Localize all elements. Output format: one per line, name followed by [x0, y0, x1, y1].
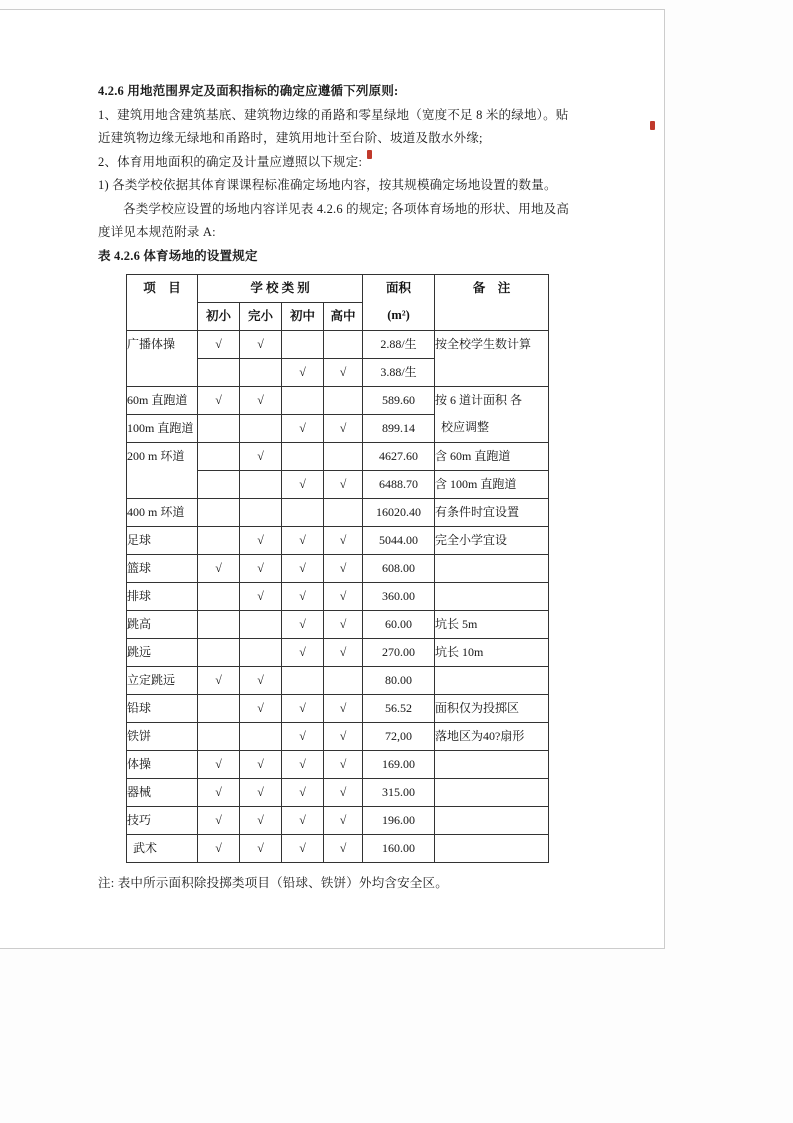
remark-cell: 含 60m 直跑道: [435, 443, 549, 471]
check-cell: √: [324, 639, 363, 667]
remark-cell: [435, 779, 549, 807]
item-cell: 铅球: [127, 695, 198, 723]
check-cell: √: [324, 835, 363, 863]
check-cell: √: [240, 667, 282, 695]
check-cell: √: [282, 471, 324, 499]
table-row: [127, 443, 549, 471]
check-cell: √: [198, 751, 240, 779]
col-header-remark: 备 注: [435, 275, 549, 331]
remark-cell: [435, 583, 549, 611]
check-cell: [324, 331, 363, 359]
remark-cell: 含 100m 直跑道: [435, 471, 549, 499]
check-cell: √: [324, 359, 363, 387]
remark-cell: 有条件时宜设置: [435, 499, 549, 527]
check-cell: √: [324, 527, 363, 555]
check-cell: √: [282, 359, 324, 387]
item-cell: 跳远: [127, 639, 198, 667]
area-cell: 80.00: [363, 667, 435, 695]
check-cell: √: [324, 807, 363, 835]
remark-cell: 坑长 5m: [435, 611, 549, 639]
remark-cell: 坑长 10m: [435, 639, 549, 667]
item-cell: 跳高: [127, 611, 198, 639]
table-row: [127, 751, 549, 779]
area-cell: 589.60: [363, 387, 435, 415]
table-row: [127, 583, 549, 611]
check-cell: √: [282, 723, 324, 751]
header-row-1: [127, 275, 549, 303]
area-cell: 169.00: [363, 751, 435, 779]
area-cell: 270.00: [363, 639, 435, 667]
check-cell: [198, 415, 240, 443]
check-cell: √: [324, 751, 363, 779]
table-intro: 各类学校应设置的场地内容详见表 4.2.6 的规定; 各项体育场地的形状、用地及高度详见本规范附录 A:: [98, 201, 570, 239]
item-cell: 排球: [127, 583, 198, 611]
area-label: 面积: [386, 281, 412, 295]
check-cell: √: [282, 555, 324, 583]
check-cell: [198, 471, 240, 499]
remark-cell: [435, 555, 549, 583]
item-cell: 足球: [127, 527, 198, 555]
table-row: [127, 331, 549, 359]
area-cell: 608.00: [363, 555, 435, 583]
area-cell: 72,00: [363, 723, 435, 751]
remark-cell: [435, 667, 549, 695]
item-cell: 武术: [127, 835, 198, 863]
check-cell: √: [240, 835, 282, 863]
check-cell: [198, 695, 240, 723]
clause-2: 2、体育用地面积的确定及计量应遵照以下规定:: [98, 154, 363, 169]
remark-cell: [435, 835, 549, 863]
table-row: [127, 555, 549, 583]
check-cell: √: [198, 807, 240, 835]
check-cell: √: [240, 779, 282, 807]
remark-cell: 落地区为40?扇形: [435, 723, 549, 751]
check-cell: √: [324, 779, 363, 807]
check-cell: √: [240, 443, 282, 471]
area-cell: 5044.00: [363, 527, 435, 555]
check-cell: √: [282, 835, 324, 863]
check-cell: √: [198, 331, 240, 359]
check-cell: [198, 723, 240, 751]
col-header-item: 项 目: [127, 275, 198, 331]
check-cell: √: [324, 415, 363, 443]
item-cell: 立定跳远: [127, 667, 198, 695]
document-page: [0, 9, 665, 949]
remark-cell: 面积仅为投掷区: [435, 695, 549, 723]
check-cell: [282, 499, 324, 527]
remark-cell: [435, 807, 549, 835]
check-cell: √: [240, 695, 282, 723]
table-row: [127, 723, 549, 751]
col-header-complete-primary: 完小: [240, 303, 282, 331]
remark-cell: 完全小学宜设: [435, 527, 549, 555]
check-cell: √: [240, 807, 282, 835]
item-cell: 200 m 环道: [127, 443, 198, 499]
check-cell: [324, 443, 363, 471]
sports-table: [126, 274, 549, 863]
table-row: [127, 667, 549, 695]
check-cell: [240, 359, 282, 387]
check-cell: √: [324, 723, 363, 751]
table-row: [127, 611, 549, 639]
table-row: [127, 695, 549, 723]
table-row: [127, 807, 549, 835]
check-cell: [240, 499, 282, 527]
check-cell: [282, 331, 324, 359]
remark-cell: 按 6 道计面积 各 校应调整: [435, 387, 549, 443]
remark-cell: [435, 751, 549, 779]
table-row: [127, 387, 549, 415]
section-heading: 4.2.6 用地范围界定及面积指标的确定应遵循下列原则:: [98, 84, 399, 98]
check-cell: √: [240, 751, 282, 779]
check-cell: [198, 639, 240, 667]
check-cell: √: [240, 527, 282, 555]
check-cell: √: [282, 527, 324, 555]
clause-1: 1、建筑用地含建筑基底、建筑物边缘的甬路和零星绿地（宽度不足 8 米的绿地）。贴近建筑物边缘无绿地和甬路时，建筑用地计至台阶、坡道及散水外缘;: [98, 107, 569, 145]
area-cell: 4627.60: [363, 443, 435, 471]
revision-mark: [650, 121, 655, 130]
check-cell: √: [324, 471, 363, 499]
subclause-1: 1) 各类学校依据其体育课课程标准确定场地内容，按其规模确定场地设置的数量。: [98, 178, 557, 192]
check-cell: √: [282, 779, 324, 807]
check-cell: √: [198, 555, 240, 583]
item-cell: 技巧: [127, 807, 198, 835]
check-cell: √: [240, 555, 282, 583]
remark-cell: 按全校学生数计算: [435, 331, 549, 387]
item-cell: 广播体操: [127, 331, 198, 387]
check-cell: [198, 583, 240, 611]
item-cell: 器械: [127, 779, 198, 807]
check-cell: √: [198, 835, 240, 863]
check-cell: [198, 499, 240, 527]
item-cell: 体操: [127, 751, 198, 779]
area-cell: 3.88/生: [363, 359, 435, 387]
sports-table-head: [127, 275, 549, 331]
table-row: [127, 835, 549, 863]
check-cell: √: [282, 611, 324, 639]
col-header-junior-primary: 初小: [198, 303, 240, 331]
check-cell: [324, 499, 363, 527]
check-cell: [240, 639, 282, 667]
check-cell: [240, 611, 282, 639]
check-cell: [198, 527, 240, 555]
item-cell: 60m 直跑道: [127, 387, 198, 415]
area-cell: 16020.40: [363, 499, 435, 527]
area-cell: 56.52: [363, 695, 435, 723]
sports-table-body: [127, 331, 549, 863]
check-cell: √: [198, 779, 240, 807]
check-cell: √: [282, 583, 324, 611]
check-cell: √: [240, 331, 282, 359]
document-content: [98, 80, 572, 896]
check-cell: [324, 667, 363, 695]
item-cell: 400 m 环道: [127, 499, 198, 527]
check-cell: √: [240, 583, 282, 611]
table-note: 注: 表中所示面积除投掷类项目（铅球、铁饼）外均含安全区。: [98, 876, 448, 890]
check-cell: [198, 443, 240, 471]
check-cell: √: [282, 807, 324, 835]
area-cell: 196.00: [363, 807, 435, 835]
area-unit-label: (m²): [387, 308, 410, 322]
table-row: [127, 779, 549, 807]
area-cell: 899.14: [363, 415, 435, 443]
col-header-school-category: 学 校 类 别: [198, 275, 363, 303]
check-cell: [198, 611, 240, 639]
area-cell: 2.88/生: [363, 331, 435, 359]
revision-mark: [367, 150, 372, 159]
col-header-area: [363, 275, 435, 331]
area-cell: 160.00: [363, 835, 435, 863]
area-cell: 60.00: [363, 611, 435, 639]
check-cell: √: [324, 695, 363, 723]
check-cell: √: [282, 639, 324, 667]
check-cell: √: [240, 387, 282, 415]
col-header-junior-secondary: 初中: [282, 303, 324, 331]
area-cell: 360.00: [363, 583, 435, 611]
col-header-senior-secondary: 高中: [324, 303, 363, 331]
check-cell: [282, 443, 324, 471]
item-cell: 铁饼: [127, 723, 198, 751]
check-cell: √: [324, 611, 363, 639]
check-cell: [324, 387, 363, 415]
check-cell: √: [324, 555, 363, 583]
table-row: [127, 527, 549, 555]
item-cell: 篮球: [127, 555, 198, 583]
check-cell: [282, 667, 324, 695]
check-cell: √: [324, 583, 363, 611]
table-row: [127, 499, 549, 527]
check-cell: [240, 723, 282, 751]
check-cell: √: [282, 751, 324, 779]
table-row: [127, 639, 549, 667]
check-cell: [240, 471, 282, 499]
check-cell: [282, 387, 324, 415]
check-cell: √: [282, 695, 324, 723]
area-cell: 315.00: [363, 779, 435, 807]
check-cell: √: [198, 667, 240, 695]
check-cell: [198, 359, 240, 387]
check-cell: [240, 415, 282, 443]
table-caption: 表 4.2.6 体育场地的设置规定: [98, 248, 258, 263]
item-cell: 100m 直跑道: [127, 415, 198, 443]
area-cell: 6488.70: [363, 471, 435, 499]
check-cell: √: [282, 415, 324, 443]
check-cell: √: [198, 387, 240, 415]
